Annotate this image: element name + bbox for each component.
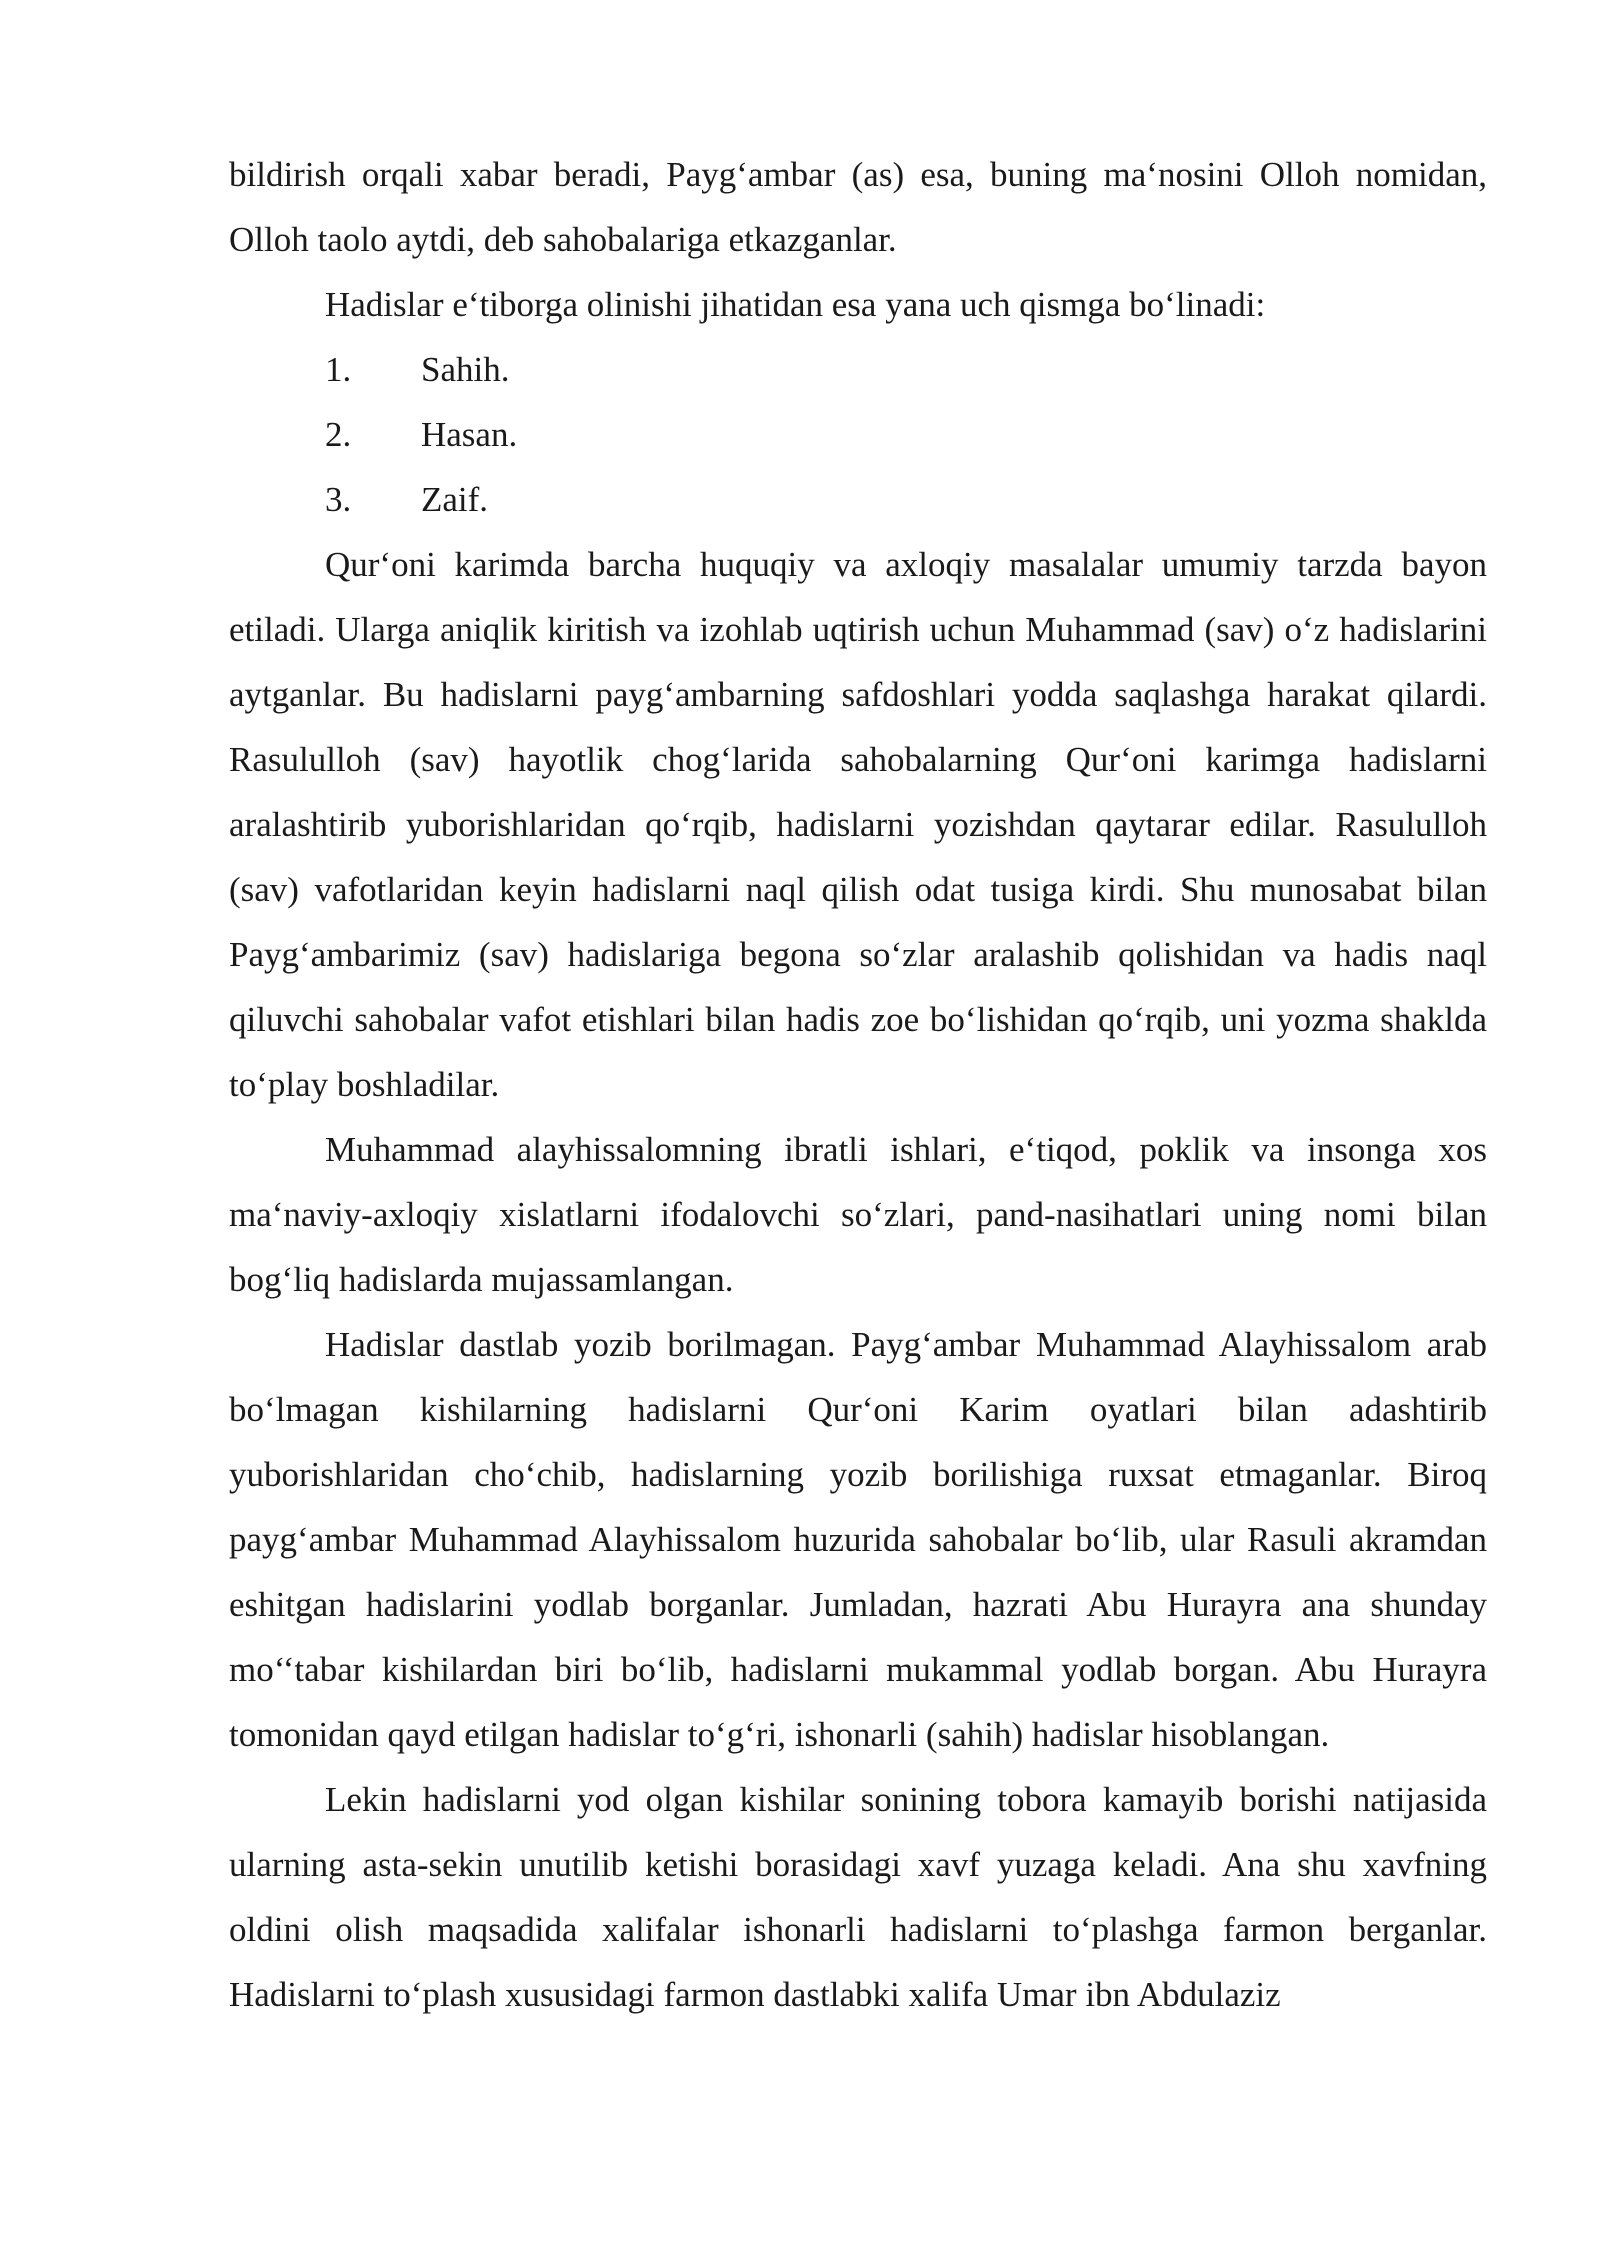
paragraph-quran-hadith: Qur‘oni karimda barcha huquqiy va axloqiy masalalar umumiy tarzda bayon etiladi. Ularga aniqlik kiritish va izohlab uqtirish uchun Muhammad (sav) o‘z hadislarini aytganlar. Bu hadislarni payg‘ambarning safdoshlari yodda saqlashga harakat qilardi. Rasululloh (sav) hayotlik chog‘larida sahobalarning Qur‘oni karimga hadislarni aralashtirib yuborishlaridan qo‘rqib, hadislarni yozishdan qaytarar edilar. Rasululloh (sav) vafotlaridan keyin hadislarni naql qilish odat tusiga kirdi. Shu munosabat bilan Payg‘ambarimiz (sav) hadislariga begona so‘zlar aralashib qolishidan va hadis naql qiluvchi sahobalar vafot etishlari bilan hadis zoe bo‘lishidan qo‘rqib, uni yozma shaklda to‘play boshladilar. [229,545,1487,1104]
paragraph-continuation: bildirish orqali xabar beradi, Payg‘ambar (as) esa, buning ma‘nosini Olloh nomidan, Olloh taolo aytdi, deb sahobalariga etkazganlar. [229,155,1487,259]
list-item-number: 1. [325,350,352,389]
list-item-text: Hasan. [421,415,518,454]
document-body [229,142,1487,2027]
list-item-number: 3. [325,480,352,519]
list-item [229,467,1487,532]
paragraph-muhammad-deeds: Muhammad alayhissalomning ibratli ishlari, e‘tiqod, poklik va insonga xos ma‘naviy-axloqiy xislatlarni ifodalovchi so‘zlari, pand-nasihatlari uning nomi bilan bog‘liq hadislarda mujassamlangan. [229,1130,1487,1299]
list-item-text: Zaif. [421,480,489,519]
list-item [229,337,1487,402]
paragraph-hadith-categories-intro: Hadislar e‘tiborga olinishi jihatidan esa yana uch qismga bo‘linadi: [325,285,1266,324]
paragraph-hadith-collection: Lekin hadislarni yod olgan kishilar sonining tobora kamayib borishi natijasida ularning asta-sekin unutilib ketishi borasidagi xavf yuzaga keladi. Ana shu xavfning oldini olish maqsadida xalifalar ishonarli hadislarni to‘plashga farmon berganlar. Hadislarni to‘plash xususidagi farmon dastlabki xalifa Umar ibn Abdulaziz [229,1780,1487,2014]
list-item-text: Sahih. [421,350,510,389]
paragraph-hadith-not-written: Hadislar dastlab yozib borilmagan. Payg‘ambar Muhammad Alayhissalom arab bo‘lmagan kishilarning hadislarni Qur‘oni Karim oyatlari bilan adashtirib yuborishlaridan cho‘chib, hadislarning yozib borilishiga ruxsat etmaganlar. Biroq payg‘ambar Muhammad Alayhissalom huzurida sahobalar bo‘lib, ular Rasuli akramdan eshitgan hadislarini yodlab borganlar. Jumladan, hazrati Abu Hurayra ana shunday mo‘‘tabar kishilardan biri bo‘lib, hadislarni mukammal yodlab borgan. Abu Hurayra tomonidan qayd etilgan hadislar to‘g‘ri, ishonarli (sahih) hadislar hisoblangan. [229,1325,1487,1754]
list-item [229,402,1487,467]
list-item-number: 2. [325,415,352,454]
